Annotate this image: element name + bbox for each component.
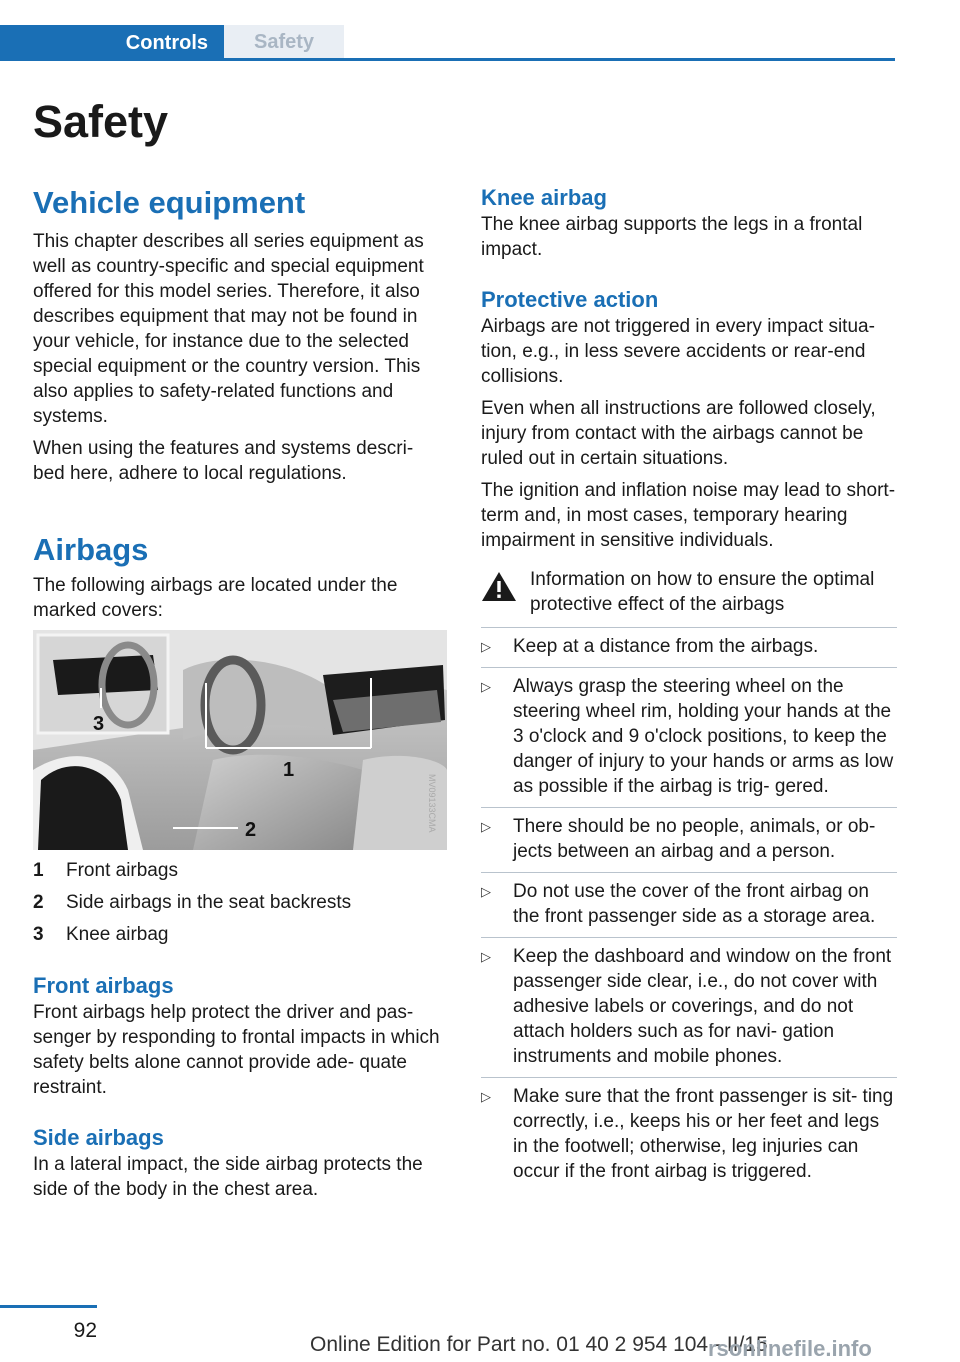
knee-airbag-text: The knee airbag supports the legs in a frontal impact. <box>481 214 863 260</box>
airbags-intro: The following airbags are located under the marked covers: <box>33 575 398 621</box>
caption-number: 1 <box>33 860 44 881</box>
heading-vehicle-equipment: Vehicle equipment <box>33 185 306 220</box>
heading-protective-action: Protective action <box>481 287 659 312</box>
protective-action-paragraph-3: The ignition and inflation noise may lead to short-term and, in most cases, temporary hearing impairment in sensitive individuals. <box>481 480 896 551</box>
list-item-text: Do not use the cover of the front airbag on the front passenger side as a storage area. <box>513 881 876 927</box>
list-item <box>481 667 897 807</box>
warning-text: Information on how to ensure the optimal protective effect of the airbags <box>530 569 875 615</box>
callout-1: 1 <box>283 759 295 781</box>
list-item-text: Make sure that the front passenger is sit- ting correctly, i.e., keeps his or her feet and legs in the footwell; otherwise, leg injuries can occur if the front airbag is triggered. <box>513 1086 894 1182</box>
side-airbags-text: In a lateral impact, the side airbag protects the side of the body in the chest area. <box>33 1154 423 1200</box>
callout-2: 2 <box>245 819 257 841</box>
right-column <box>481 184 897 1192</box>
heading-airbags: Airbags <box>33 532 149 567</box>
vehicle-equipment-paragraph-1: This chapter describes all series equipment as well as country-specific and special equipment offered for this model series. Therefore, it also describes equipment that may not be found in your vehicle, for instance due to the selected special equipment or the country version. This also applies to safety-related functions and systems. <box>33 231 424 427</box>
list-item <box>481 937 897 1077</box>
caption-item <box>33 922 449 947</box>
caption-text: Front airbags <box>66 860 178 881</box>
header-rule <box>0 58 895 61</box>
car-interior-illustration <box>33 630 447 850</box>
footer-rule <box>0 1305 97 1308</box>
tab-controls[interactable]: Controls <box>0 25 224 61</box>
heading-front-airbags: Front airbags <box>33 973 174 998</box>
warning-note <box>481 567 897 617</box>
list-item <box>481 627 897 667</box>
figure-code: MV09133CMA <box>427 774 437 833</box>
front-airbags-text: Front airbags help protect the driver and pas- senger by responding to frontal impacts in which safety belts alone cannot provide ade- quate restraint. <box>33 1002 440 1098</box>
airbag-locations-figure <box>33 630 447 850</box>
triangle-bullet-icon: ▷ <box>481 884 491 899</box>
triangle-bullet-icon: ▷ <box>481 1089 491 1104</box>
list-item-text: Keep the dashboard and window on the front passenger side clear, i.e., do not cover with adhesive labels or coverings, and do not attach holders such as for navi- gation instruments and mobile phones. <box>513 946 892 1067</box>
list-item <box>481 872 897 937</box>
heading-side-airbags: Side airbags <box>33 1125 164 1150</box>
page-title: Safety <box>33 96 169 147</box>
footer-edition-text: Online Edition for Part no. 01 40 2 954 104 - II/15 <box>310 1333 768 1356</box>
vehicle-equipment-paragraph-2: When using the features and systems descri- bed here, adhere to local regulations. <box>33 438 414 484</box>
header-bar <box>0 25 895 61</box>
callout-3: 3 <box>93 713 105 735</box>
warning-triangle-icon <box>481 571 517 602</box>
list-item-text: There should be no people, animals, or ob- jects between an airbag and a person. <box>513 816 876 862</box>
caption-text: Side airbags in the seat backrests <box>66 892 352 913</box>
watermark: rsonlinefile.info <box>708 1336 872 1361</box>
left-column <box>33 184 449 1202</box>
triangle-bullet-icon: ▷ <box>481 679 491 694</box>
safety-bullet-list <box>481 627 897 1192</box>
triangle-bullet-icon: ▷ <box>481 819 491 834</box>
protective-action-paragraph-2: Even when all instructions are followed closely, injury from contact with the airbags cannot be ruled out in certain situations. <box>481 398 876 469</box>
list-item <box>481 1077 897 1192</box>
caption-number: 3 <box>33 924 44 945</box>
page-number: 92 <box>73 1319 97 1342</box>
caption-item <box>33 890 449 915</box>
list-item-text: Keep at a distance from the airbags. <box>513 636 819 657</box>
heading-knee-airbag: Knee airbag <box>481 185 607 210</box>
list-item <box>481 807 897 872</box>
triangle-bullet-icon: ▷ <box>481 639 491 654</box>
caption-number: 2 <box>33 892 44 913</box>
tab-safety[interactable]: Safety <box>224 25 344 58</box>
list-item-text: Always grasp the steering wheel on the steering wheel rim, holding your hands at the 3 o'clock and 9 o'clock positions, to keep the danger of injury to your hands or arms as low as possible if the airbag is trig- gered. <box>513 676 894 797</box>
protective-action-paragraph-1: Airbags are not triggered in every impact situa- tion, e.g., in less severe accidents or rear-end collisions. <box>481 316 875 387</box>
caption-item <box>33 858 449 883</box>
triangle-bullet-icon: ▷ <box>481 949 491 964</box>
caption-text: Knee airbag <box>66 924 169 945</box>
